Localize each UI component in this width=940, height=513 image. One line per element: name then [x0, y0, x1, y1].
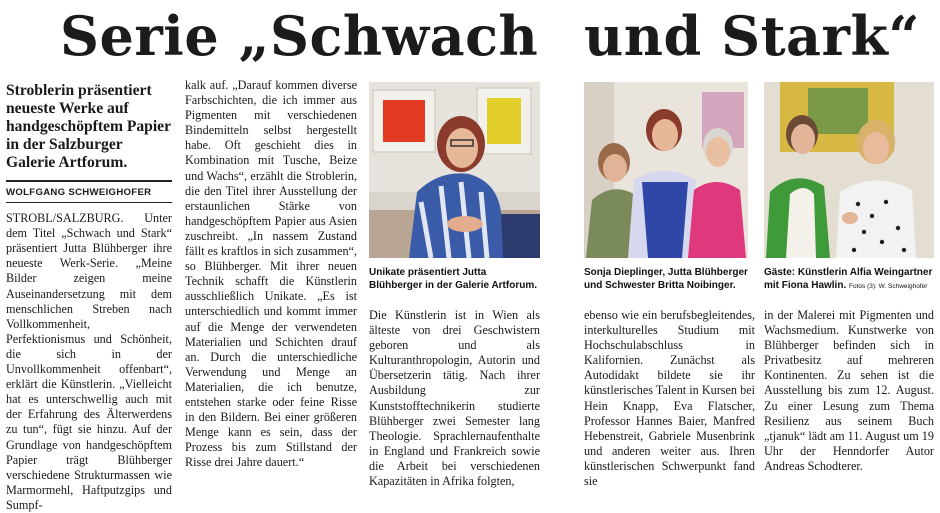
column-1-text: STROBL/SALZBURG. Unter dem Titel „Schwach und Stark“ präsentiert Jutta Blühberger ihre neueste Werk-Serie. „Meine Bilder zeigen meine Auseinandersetzung mit dem menschlichen Streben nach Vollkommenheit, Perfektionismus und Schönheit, die sich in der Unvollkommenheit offenbart“, erklärt die Künstlerin. „Vielleicht hat es unterschwellig auch mit der Erfahrung des Älterwerdens zu tun“, fügt sie hinzu. Auf der Grundlage von handgeschöpftem Papier trägt Blühberger verschiedene Strukturmassen wie Marmormehl, Haftputzgips und Sumpf- — [6, 211, 172, 512]
column-4-text: ebenso wie ein berufsbegleitendes, interkulturelles Studium mit Hochschulabschluss in Kalifornien. Zunächst als Autodidakt bildete sie ihr künstlerisches Talent in Kursen bei Hein Knapp, Eva Flatscher, Professor Hannes Baier, Manfred Hebenstreit, Gabriele Musenbrink und anderen weiter aus. Ihren künstlerischen Schwerpunkt fand sie — [584, 308, 755, 489]
photo-guests-caption — [764, 266, 934, 293]
photo-three-women-caption: Sonja Dieplinger, Jutta Blühberger und Schwester Britta Noibinger. — [584, 267, 748, 291]
column-3 — [369, 308, 540, 489]
photo-artist-gallery — [369, 82, 540, 258]
column-5 — [764, 308, 934, 474]
photo-three-women-image — [584, 82, 748, 258]
column-2 — [185, 78, 357, 470]
column-1 — [6, 82, 172, 513]
headline-left: Serie „Schwach — [60, 4, 539, 68]
photo-three-women — [584, 82, 748, 258]
photo-guests-caption-text: Gäste: Künstlerin Alfia Weingartner mit Fiona Hawlin. — [764, 267, 933, 291]
photo-artist-caption: Unikate präsentiert Jutta Blühberger in der Galerie Artforum. — [369, 267, 537, 291]
headline-right: und Stark“ — [584, 4, 920, 68]
photo-artist-gallery-image — [369, 82, 540, 258]
column-5-text: in der Malerei mit Pigmenten und Wachsmedium. Kunstwerke von Blühberger befinden sich in Privatbesitz auf mehreren Kontinenten. Zu sehen ist die Ausstellung bis zum 12. August. Zu einer Lesung zum Thema Resilienz aus seinem Buch „tjanuk“ lädt am 11. August um 19 Uhr der Henndorfer Autor Andreas Schodterer. — [764, 308, 934, 473]
byline: WOLFGANG SCHWEIGHOFER — [6, 180, 172, 203]
photo-guests — [764, 82, 934, 258]
column-2-text: kalk auf. „Darauf kommen diverse Farbschichten, die ich immer aus Pigmenten mit verschiedenen Bindemitteln selbst hergestellt habe. Oft geschieht dies in Kombination mit Tusche, Beize und Wachs“, erzählt die Stroblerin, die den Titel ihrer Ausstellung der erstaunlichen Stärke von handgeschöpftem Papier aus Asien zuschreibt. „In nassem Zustand fällt es kraftlos in sich zusammen“, so Blühberger. Mit ihrer neuen Technik schafft die Künstlerin ausschließlich Unikate. „Es ist unterschiedlich und kommt immer auf die Menge der verwendeten Materialien und Schichten drauf an. Durch die unterschiedliche Verwendung und Menge an Materialien, die ich benutze, entstehen starke oder feine Risse in den Bildern. Bei einer größeren Menge kann es sein, dass der Prozess bis zum Stillstand der Risse drei Jahre dauert.“ — [185, 78, 357, 470]
column-3-text: Die Künstlerin ist in Wien als älteste von drei Geschwistern geboren und als Kulturanthropologin, Autorin und Übersetzerin tätig. Nach ihrer Ausbildung zur Kunststofftechnikerin studierte Blühberger zwei Semester lang Theologie. Sprachlernaufenthalte in England und Frankreich sowie die Arbeit bei verschiedenen Kapazitäten in Afrika folgten, — [369, 308, 540, 489]
intro-text: Stroblerin präsentiert neueste Werke auf handgeschöpftem Papier in der Salzburger Galerie Artforum. — [6, 82, 171, 171]
column-4 — [584, 308, 755, 489]
photo-guests-image — [764, 82, 934, 258]
photo-credit: Fotos (3): W. Schweighofer — [849, 283, 928, 290]
